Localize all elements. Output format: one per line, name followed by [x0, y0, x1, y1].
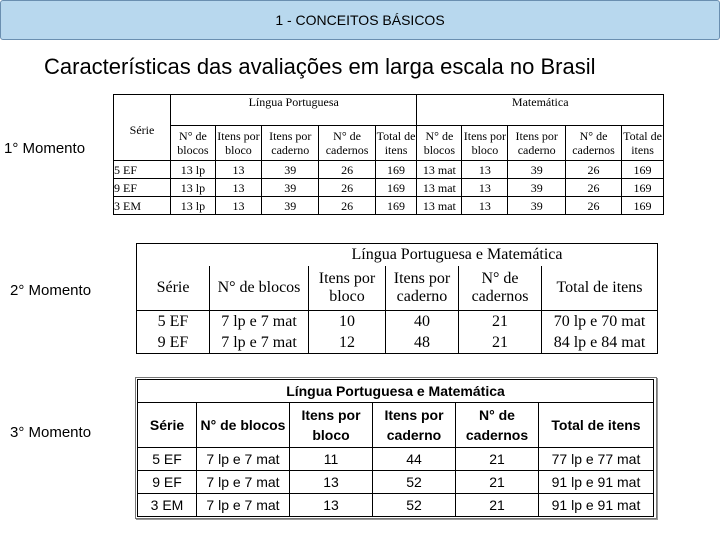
group-header-lp-mat: Língua Portuguesa e Matemática — [138, 380, 654, 403]
table-cell: 13 mat — [417, 179, 462, 197]
table-row — [137, 332, 658, 354]
column-header: Itens por caderno — [262, 126, 319, 161]
table-row — [114, 161, 664, 179]
column-header: Total de itens — [542, 266, 658, 311]
table-cell: 26 — [319, 197, 375, 215]
page-title: 1 - CONCEITOS BÁSICOS — [275, 12, 445, 28]
table-cell: 7 lp e 7 mat — [210, 332, 309, 354]
table-cell: 39 — [508, 197, 565, 215]
table-cell: 169 — [375, 179, 417, 197]
table-cell: 9 EF — [157, 333, 189, 351]
column-header: N° de blocos — [210, 266, 309, 311]
table-cell: 26 — [319, 161, 375, 179]
table-cell: 12 — [309, 332, 386, 354]
table-cell: 52 — [373, 471, 456, 494]
title-bar — [0, 0, 720, 40]
group-header-lp: Língua Portuguesa — [171, 95, 417, 126]
table-row — [137, 311, 658, 333]
column-header: Itens por bloco — [462, 126, 508, 161]
table-cell: 169 — [622, 197, 664, 215]
table-cell: 9 EF — [114, 179, 171, 197]
table-cell: 21 — [456, 471, 539, 494]
column-header: N° de cadernos — [459, 266, 542, 311]
moment-3-label: 3° Momento — [10, 424, 92, 441]
table-cell: 21 — [459, 332, 542, 354]
table-cell: 21 — [456, 448, 539, 471]
column-header: Itens por bloco — [290, 403, 373, 448]
column-header: N° de blocos — [171, 126, 216, 161]
column-header: Série — [137, 266, 210, 311]
table-cell: 3 EM — [114, 197, 171, 215]
table-cell: 9 EF — [138, 471, 197, 494]
group-header-lp-mat: Língua Portuguesa e Matemática — [351, 246, 563, 263]
table-cell: 169 — [622, 161, 664, 179]
table-row — [138, 448, 654, 471]
table-cell: 39 — [262, 197, 319, 215]
table-cell: 13 lp — [171, 161, 216, 179]
table-cell: 7 lp e 7 mat — [197, 471, 290, 494]
column-header: Itens por bloco — [215, 126, 261, 161]
table-cell: 169 — [622, 179, 664, 197]
table-cell: 26 — [565, 161, 621, 179]
table-cell: 13 lp — [171, 197, 216, 215]
table-cell: 13 — [462, 161, 508, 179]
table-cell: 77 lp e 77 mat — [539, 448, 654, 471]
column-header: Itens por caderno — [386, 266, 459, 311]
table-cell: 13 — [215, 197, 261, 215]
table-cell: 48 — [386, 332, 459, 354]
serie-header: Série — [114, 95, 171, 161]
moment-2-label: 2° Momento — [10, 282, 92, 299]
column-header: N° de cadernos — [319, 126, 375, 161]
column-header: Total de itens — [622, 126, 664, 161]
table-row — [114, 179, 664, 197]
table-cell: 26 — [565, 179, 621, 197]
table-moment-2 — [136, 243, 658, 354]
table-cell: 5 EF — [138, 448, 197, 471]
slide-subtitle: Características das avaliações em larga escala no Brasil — [44, 54, 596, 79]
table-cell: 13 — [215, 179, 261, 197]
table-row — [114, 197, 664, 215]
table-cell: 13 — [290, 471, 373, 494]
table-cell: 44 — [373, 448, 456, 471]
table-cell: 91 lp e 91 mat — [539, 471, 654, 494]
table-cell: 26 — [565, 197, 621, 215]
table-moment-3 — [137, 379, 654, 517]
table-cell: 91 lp e 91 mat — [539, 494, 654, 517]
column-header: Série — [138, 403, 197, 448]
table-cell: 13 — [462, 197, 508, 215]
table-cell: 7 lp e 7 mat — [197, 448, 290, 471]
table-cell: 13 mat — [417, 161, 462, 179]
table-cell: 52 — [373, 494, 456, 517]
table-cell: 169 — [375, 197, 417, 215]
column-header: Total de itens — [539, 403, 654, 448]
column-header: Itens por caderno — [508, 126, 565, 161]
column-header: N° de blocos — [417, 126, 462, 161]
table-row — [138, 471, 654, 494]
table-cell: 70 lp e 70 mat — [542, 311, 658, 333]
table-moment-1 — [113, 94, 664, 215]
table-cell: 39 — [508, 161, 565, 179]
column-header: Itens por bloco — [309, 266, 386, 311]
column-header: N° de cadernos — [565, 126, 621, 161]
table-cell: 5 EF — [157, 312, 189, 330]
table-cell: 7 lp e 7 mat — [210, 311, 309, 333]
table-cell: 84 lp e 84 mat — [542, 332, 658, 354]
table-cell: 39 — [262, 161, 319, 179]
column-header: N° de cadernos — [456, 403, 539, 448]
group-header-mat: Matemática — [417, 95, 664, 126]
column-header: Itens por caderno — [373, 403, 456, 448]
table-cell: 10 — [309, 311, 386, 333]
table-cell: 169 — [375, 161, 417, 179]
moment-1-label: 1° Momento — [4, 140, 86, 157]
table-cell: 39 — [262, 179, 319, 197]
table-cell: 40 — [386, 311, 459, 333]
table-cell: 13 lp — [171, 179, 216, 197]
column-header: Total de itens — [375, 126, 417, 161]
table-cell: 13 — [462, 179, 508, 197]
table-cell: 7 lp e 7 mat — [197, 494, 290, 517]
table-cell: 21 — [459, 311, 542, 333]
table-cell: 13 — [290, 494, 373, 517]
table-cell: 11 — [290, 448, 373, 471]
table-cell: 13 — [215, 161, 261, 179]
table-cell: 39 — [508, 179, 565, 197]
column-header: N° de blocos — [197, 403, 290, 448]
table-cell: 21 — [456, 494, 539, 517]
table-cell: 3 EM — [138, 494, 197, 517]
table-cell: 13 mat — [417, 197, 462, 215]
table-row — [138, 494, 654, 517]
table-cell: 5 EF — [114, 161, 171, 179]
table-cell: 26 — [319, 179, 375, 197]
